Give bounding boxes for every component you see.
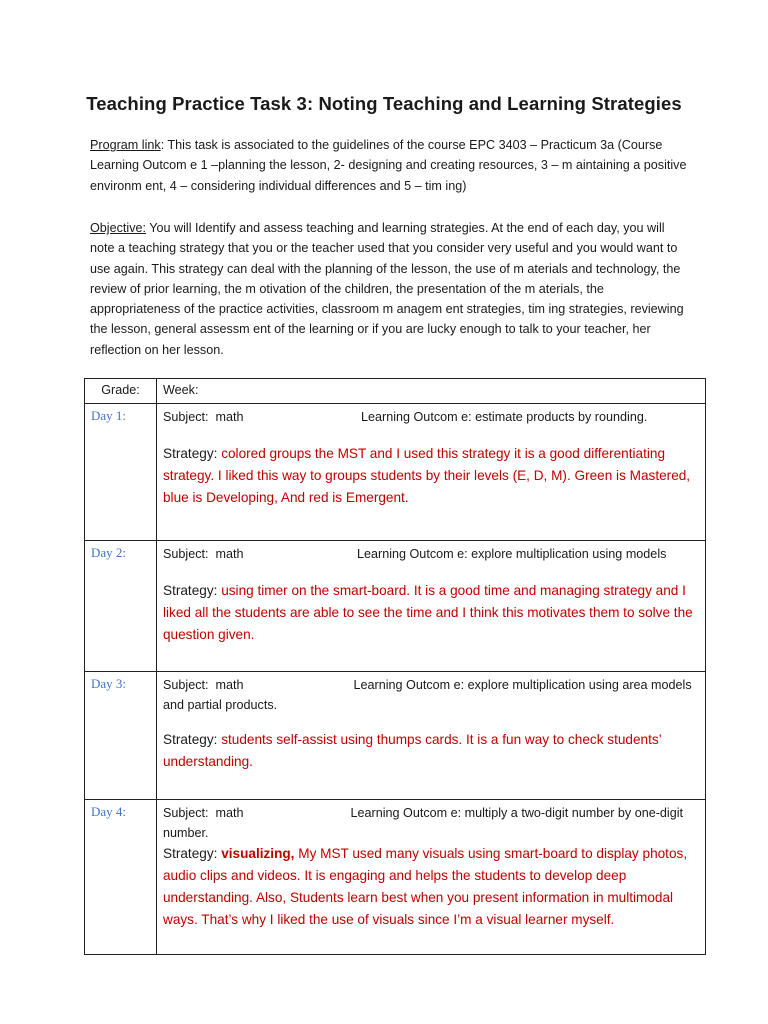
page-title: Teaching Practice Task 3: Noting Teaching and Learning Strategies xyxy=(86,93,682,114)
subject xyxy=(163,407,244,427)
day-label: Day 2: xyxy=(85,541,157,672)
program-link-label: Program link xyxy=(90,138,161,152)
subject-line xyxy=(163,407,699,427)
learning-outcome-label: Learning Outcom e: xyxy=(361,410,472,424)
table-row xyxy=(85,672,706,800)
day-content xyxy=(157,672,706,800)
strategy-label: Strategy: xyxy=(163,846,218,861)
day-label: Day 3: xyxy=(85,672,157,800)
subject-line xyxy=(163,803,699,843)
table-header-row xyxy=(85,379,706,404)
strategy xyxy=(163,843,699,931)
objective-text: You will Identify and assess teaching and learning strategies. At the end of each day, you will note a teaching strategy that you or the teacher used that you consider very useful and you would want to use again. This strategy can deal with the planning of the lesson, the use of m aterials and technology, the review of prior learning, the m otivation of the children, the presentation of the m aterials, the appropriateness of the practice activities, classroom m anagem ent strategies, tim ing strategies, reviewing the lesson, general assessm ent of the learning or if you are lucky enough to talk to your teacher, her reflection on her lesson. xyxy=(90,221,684,357)
strategy-text: using timer on the smart-board. It is a good time and managing strategy and I liked all the students are able to see the time and I think this motivates them to solve the question given. xyxy=(163,583,693,642)
subject xyxy=(163,678,244,692)
day-content xyxy=(157,800,706,955)
subject-label: Subject: xyxy=(163,410,209,424)
learning-outcome-text: explore multiplication using area models and partial products. xyxy=(163,678,692,712)
table-row xyxy=(85,541,706,672)
strategy xyxy=(163,443,699,509)
subject-value: math xyxy=(215,410,244,424)
program-link-paragraph xyxy=(90,135,690,196)
subject-label: Subject: xyxy=(163,806,209,820)
table-row xyxy=(85,404,706,541)
strategy-label: Strategy: xyxy=(163,583,218,598)
learning-outcome xyxy=(357,544,666,564)
learning-outcome-label: Learning Outcom e: xyxy=(353,678,465,692)
strategy-text: My MST used many visuals using smart-board to display photos, audio clips and videos. It is engaging and helps the students to develop deep understanding. Also, Students learn best when you present information in multimodal ways. That’s why I liked the use of visuals since I’m a visual learner myself. xyxy=(163,846,688,927)
learning-outcome-text: multiply a two-digit number by one-digit number. xyxy=(163,806,684,840)
strategy xyxy=(163,580,699,646)
learning-outcome xyxy=(361,407,647,427)
subject-value: math xyxy=(215,678,244,692)
subject-value: math xyxy=(215,547,244,561)
objective-paragraph xyxy=(90,218,690,360)
objective-label: Objective: xyxy=(90,221,146,235)
subject xyxy=(163,806,244,820)
strategy xyxy=(163,729,699,773)
strategy-highlight: visualizing, xyxy=(221,846,295,861)
program-link-text: : This task is associated to the guidelines of the course EPC 3403 – Practicum 3a (Course Learning Outcom e 1 –planning the lesson, 2- designing and creating resources, 3 – m aintaining a positive environm ent, 4 – considering individual differences and 5 – tim ing) xyxy=(90,138,687,193)
subject-label: Subject: xyxy=(163,547,209,561)
subject-value: math xyxy=(215,806,244,820)
strategy-label: Strategy: xyxy=(163,732,218,747)
day-content xyxy=(157,541,706,672)
learning-outcome-label: Learning Outcom e: xyxy=(357,547,468,561)
strategy-text: students self-assist using thumps cards. It is a fun way to check students’ understanding. xyxy=(163,732,662,769)
day-label: Day 1: xyxy=(85,404,157,541)
day-content xyxy=(157,404,706,541)
subject xyxy=(163,544,244,564)
learning-outcome-text: estimate products by rounding. xyxy=(475,410,648,424)
strategy-label: Strategy: xyxy=(163,446,218,461)
strategies-table xyxy=(84,378,706,955)
learning-outcome-text: explore multiplication using models xyxy=(471,547,667,561)
subject-line xyxy=(163,675,699,715)
day-label: Day 4: xyxy=(85,800,157,955)
subject-label: Subject: xyxy=(163,678,209,692)
week-label: Week: xyxy=(157,379,706,404)
table-row xyxy=(85,800,706,955)
learning-outcome-label: Learning Outcom e: xyxy=(350,806,462,820)
subject-line xyxy=(163,544,699,564)
grade-label: Grade: xyxy=(85,379,157,404)
strategy-text: colored groups the MST and I used this strategy it is a good differentiating strategy. I liked this way to groups students by their levels (E, D, M). Green is Mastered, blue is Developing, And red is Emergent. xyxy=(163,446,691,505)
